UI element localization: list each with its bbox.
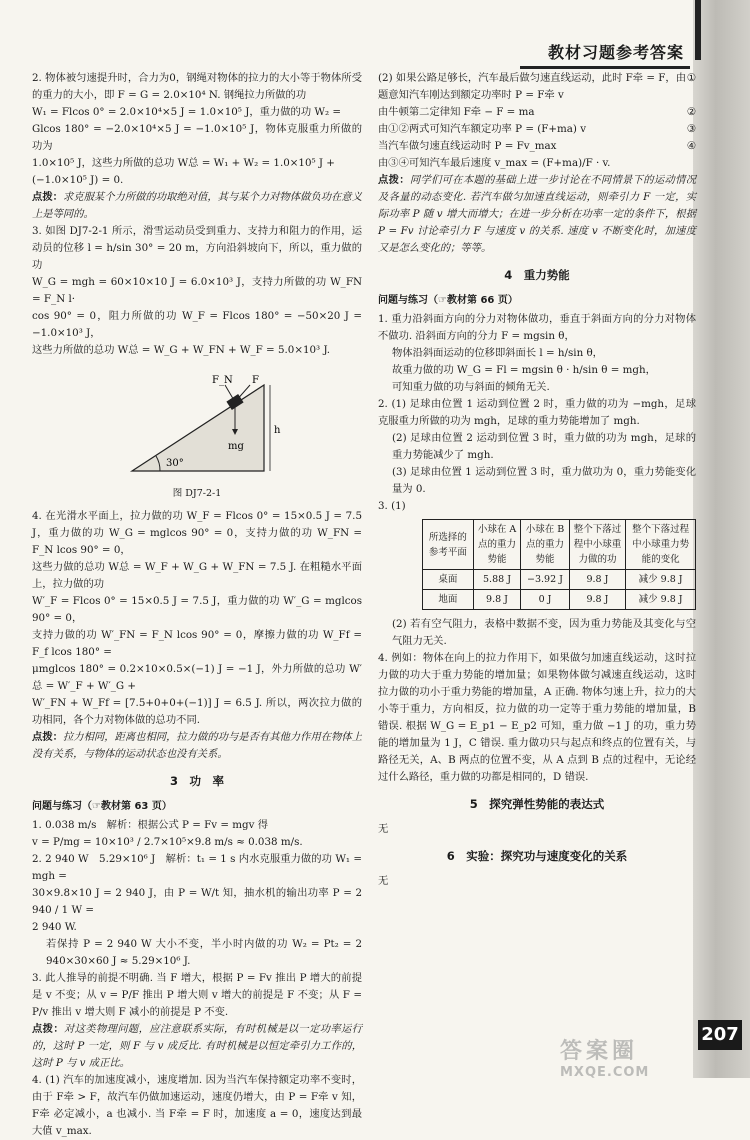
- s4q2-line: (3) 足球由位置 1 运动到位置 3 时，重力做功为 0，重力势能变化量为 0.: [392, 466, 696, 495]
- section-6-body: 无: [378, 875, 389, 887]
- s4q1-line: 物体沿斜面运动的位移即斜面长 l = h/sin θ，: [392, 347, 603, 359]
- note-label: 点拨：: [378, 174, 410, 186]
- incline-diagram: [32, 363, 362, 481]
- table-cell: 9.8 J: [473, 590, 521, 610]
- q3-line: cos 90° = 0，阻力所做的功 W_F = Flcos 180° = −50×20 J = −1.0×10³ J，: [32, 310, 362, 339]
- s4q1-line: 可知重力做的功与斜面的倾角无关.: [392, 381, 550, 393]
- eq-num: ④: [686, 140, 696, 152]
- label-fn: F_N: [212, 375, 233, 386]
- incline-figure: [32, 363, 362, 481]
- q4-line: 支持力做的功 W′_FN = F_N lcos 90° = 0，摩擦力做的功 W_Ff = F_f lcos 180° =: [32, 629, 362, 658]
- eq-text: 当汽车做匀速直线运动时 P = Fv_max: [378, 140, 557, 152]
- s4q1-line: 1. 重力沿斜面方向的分力对物体做功，垂直于斜面方向的分力对物体不做功. 沿斜面方向的分力 F = mgsin θ，: [378, 313, 696, 342]
- q4-line: W′_F = Flcos 0° = 15×0.5 J = 7.5 J，重力做的功 W′_G = mglcos 90° = 0，: [32, 595, 362, 624]
- label-h: h: [274, 425, 281, 436]
- note-text: 对这类物理问题，应注意联系实际，有时机械是以一定功率运行的，这时 P 一定，则 F 与 v 成反比. 有时机械是以恒定牵引力工作的，这时 P 与 v 成正比。: [32, 1023, 363, 1069]
- s4q1-line: 故重力做的功 W_G = Fl = mgsin θ · h/sin θ = mgh，: [392, 364, 656, 376]
- right-note: [378, 172, 696, 257]
- q3-line: 3. 如图 DJ7-2-1 所示，滑雪运动员受到重力、支持力和阻力的作用，运动员的位移 l = h/sin 30° = 20 m，方向沿斜坡向下，所以，重力做的功: [32, 225, 362, 271]
- section-5-body: 无: [378, 823, 389, 835]
- result-line: 由③④可知汽车最后速度 v_max = (F+ma)/F · v.: [378, 157, 611, 169]
- eq-num: ③: [686, 123, 696, 135]
- table-cell: 地面: [423, 590, 474, 610]
- table-header-cell: 所选择的参考平面: [423, 520, 474, 570]
- watermark: [560, 1034, 750, 1078]
- label-mg: mg: [228, 441, 244, 452]
- s4q3b-line: (2) 若有空气阻力，表格中数据不变，因为重力势能及其变化与空气阻力无关.: [392, 618, 696, 647]
- note-label: 点拨：: [32, 191, 63, 203]
- table-cell: 5.88 J: [473, 570, 521, 590]
- q3-line: W_G = mgh = 60×10×10 J = 6.0×10³ J，支持力所做的功 W_FN = F_N l·: [32, 276, 362, 305]
- q4-line: μmglcos 180° = 0.2×10×0.5×(−1) J = −1 J，外力所做的总功 W′总 = W′_F + W′_G +: [32, 663, 362, 692]
- table-row: [423, 590, 696, 610]
- note-text: 同学们可在本题的基础上进一步讨论在不同情景下的运动情况及各量的动态变化. 若汽车做匀加速直线运动，则牵引力 F 一定，实际功率 P 随 v 增大而增大；在进一步分析在功率一定的条件下，根据 P = Fv 讨论牵引力 F 与速度 v 的关系. 速度 v 不断变化时，加速度又是怎么变化的；等等。: [378, 174, 697, 254]
- s3q2-line: 若保持 P = 2 940 W 大小不变，半小时内做的功 W₂ = Pt₂ = 2 940×30×60 J ≈ 5.29×10⁶ J.: [46, 938, 362, 967]
- s3q2-line: 30×9.8×10 J = 2 940 J，由 P = W/t 知，抽水机的输出功率 P = 2 940 / 1 W =: [32, 887, 362, 916]
- eq-num: ①: [686, 72, 696, 84]
- section-3-title: 3 功 率: [169, 774, 224, 788]
- s3q2-line: 2. 2 940 W 5.29×10⁶ J 解析：t₁ = 1 s 内水克服重力做的功 W₁ = mgh =: [32, 853, 362, 882]
- q2-line: (−1.0×10⁵ J) = 0.: [32, 174, 124, 186]
- note-text: 拉力相同，距离也相同，拉力做的功与是否有其他力作用在物体上没有关系，与物体的运动状态也没有关系。: [32, 731, 363, 760]
- section-4-subtitle: 问题与练习（☞教材第 66 页）: [378, 295, 518, 306]
- eq-text: 由牛顿第二定律知 F牵 − F = ma: [378, 106, 535, 118]
- table-header-row: [423, 520, 696, 570]
- q4-line: W′_FN + W_Ff = [7.5+0+0+(−1)] J = 6.5 J. 所以，两次拉力做的功相同，各个力对物体做的总功不同.: [32, 697, 362, 726]
- table-header-cell: 小球在 B 点的重力势能: [521, 520, 569, 570]
- table-cell: 0 J: [521, 590, 569, 610]
- left-column: [32, 70, 362, 1140]
- watermark-top: 答案圈: [560, 1039, 639, 1064]
- q4-note: [32, 729, 362, 763]
- figure-caption: 图 DJ7-2-1: [172, 488, 222, 499]
- q4-line: 这些力做的总功 W总 = W_F + W_G + W_FN = 7.5 J. 在粗糙水平面上，拉力做的功: [32, 561, 362, 590]
- page-header: [520, 38, 690, 69]
- table-cell: 桌面: [423, 570, 474, 590]
- header-title: 教材习题参考答案: [547, 43, 684, 62]
- q2-line: W₁ = Flcos 0° = 2.0×10⁴×5 J = 1.0×10⁵ J，重力做的功 W₂ =: [32, 106, 342, 118]
- s3q1-line: 1. 0.038 m/s 解析：根据公式 P = Fv = mgv 得: [32, 819, 268, 831]
- table-header-cell: 小球在 A 点的重力势能: [473, 520, 521, 570]
- s3q1-line: v = P/mg = 10×10³ / 2.7×10⁵×9.8 m/s ≈ 0.038 m/s.: [32, 836, 303, 848]
- eq-num: ②: [686, 106, 696, 118]
- q2-line: 2. 物体被匀速提升时，合力为0，钢绳对物体的拉力的大小等于物体所受的重力的大小，即 F = G = 2.0×10⁴ N. 钢绳拉力所做的功: [32, 72, 362, 101]
- eq-row: [378, 70, 696, 104]
- section-6-title: 6 实验：探究功与速度变化的关系: [446, 849, 628, 863]
- label-angle: 30°: [166, 458, 184, 469]
- note-text: 求克服某个力所做的功取绝对值，其与某个力对物体做负功在意义上是等同的。: [32, 191, 363, 220]
- s4q3-label: 3. (1): [378, 500, 406, 512]
- eq-row: [378, 121, 696, 138]
- eq-text: (2) 如果公路足够长，汽车最后做匀速直线运动，此时 F牵 = F，由题意知汽车刚达到额定功率时 P = F牵 v: [378, 72, 687, 101]
- s3q4-line: 4. (1) 汽车的加速度减小，速度增加. 因为当汽车保持额定功率不变时，由于 F牵 > F，故汽车仍做加速运动，速度仍增大，由 P = F牵 v 知，F牵 必定减小，a 也减小. 当 F牵 = F 时，加速度 a = 0，速度达到最大值 v_max.: [32, 1074, 362, 1137]
- s3q3-line: 3. 此人推导的前提不明确. 当 F 增大，根据 P = Fv 推出 P 增大的前提是 v 不变；从 v = P/F 推出 P 增大则 v 增大的前提是 F 不变；从 F = P/v 推出 v 增大则 F 减小的前提是 P 不变.: [32, 972, 362, 1018]
- eq-row: [378, 138, 696, 155]
- right-column: [378, 70, 696, 890]
- q3-line: 这些力所做的总功 W总 = W_G + W_FN + W_F = 5.0×10³ J.: [32, 344, 331, 356]
- q2-note: [32, 189, 362, 223]
- section-3-subtitle: 问题与练习（☞教材第 63 页）: [32, 801, 172, 812]
- table-cell: 减少 9.8 J: [626, 590, 696, 610]
- s4q2-line: 2. (1) 足球由位置 1 运动到位置 2 时，重力做的功为 −mgh，足球克服重力所做的功为 mgh，足球的重力势能增加了 mgh.: [378, 398, 696, 427]
- eq-row: [378, 104, 696, 121]
- eq-text: 由①②两式可知汽车额定功率 P = (F+ma) v: [378, 123, 587, 135]
- table-header-cell: 整个下落过程中小球重力做的功: [569, 520, 626, 570]
- incline-triangle: [132, 385, 264, 471]
- section-5-title: 5 探究弹性势能的表达式: [469, 797, 605, 811]
- s3q2-line: 2 940 W.: [32, 921, 77, 933]
- table-header-cell: 整个下落过程中小球重力势能的变化: [626, 520, 696, 570]
- page-edge-shadow: [693, 0, 750, 1078]
- label-f: F: [252, 375, 259, 386]
- table-row: [423, 570, 696, 590]
- table-cell: 9.8 J: [569, 570, 626, 590]
- s4q4-line: 4. 例如：物体在向上的拉力作用下，如果做匀加速直线运动，这时拉力做的功大于重力势能的增加量；如果物体做匀减速直线运动，这时拉力做的功小于重力势能的增加量，A 正确. 物体匀速上升，拉力的大小等于重力，方向相反，拉力做的功一定等于重力势能的增加量，B 错误. 根据 W_G = E_p1 − E_p2 可知，重力做 −1 J 的功，重力势能的增加量为 1 J，C 错误. 重力做功只与起点和终点的位置有关，与路径无关，A、B 两点的位置不变，从 A 点到 B 点的过程中，无论经过什么路径，重力做的功都是相同的，D 错误.: [378, 652, 696, 783]
- energy-table: [422, 519, 696, 610]
- watermark-bottom: MXQE.COM: [560, 1065, 650, 1080]
- q2-line: 1.0×10⁵ J，这些力所做的总功 W总 = W₁ + W₂ = 1.0×10⁵ J +: [32, 157, 335, 169]
- table-cell: 减少 9.8 J: [626, 570, 696, 590]
- page-number: 207: [698, 1020, 742, 1050]
- table-cell: −3.92 J: [521, 570, 569, 590]
- s4q2-line: (2) 足球由位置 2 运动到位置 3 时，重力做的功为 mgh，足球的重力势能减少了 mgh.: [392, 432, 696, 461]
- q2-line: Glcos 180° = −2.0×10⁴×5 J = −1.0×10⁵ J，物体克服重力所做的功为: [32, 123, 362, 152]
- edge-bar: [695, 0, 701, 60]
- note-label: 点拨：: [32, 1023, 64, 1035]
- note-label: 点拨：: [32, 731, 63, 743]
- s3q3-note: [32, 1021, 362, 1072]
- section-4-title: 4 重力势能: [504, 268, 570, 282]
- table-cell: 9.8 J: [569, 590, 626, 610]
- q4-line: 4. 在光滑水平面上，拉力做的功 W_F = Flcos 0° = 15×0.5 J = 7.5 J，重力做的功 W_G = mglcos 90° = 0，支持力做的功 W_FN = F_N lcos 90° = 0，: [32, 510, 362, 556]
